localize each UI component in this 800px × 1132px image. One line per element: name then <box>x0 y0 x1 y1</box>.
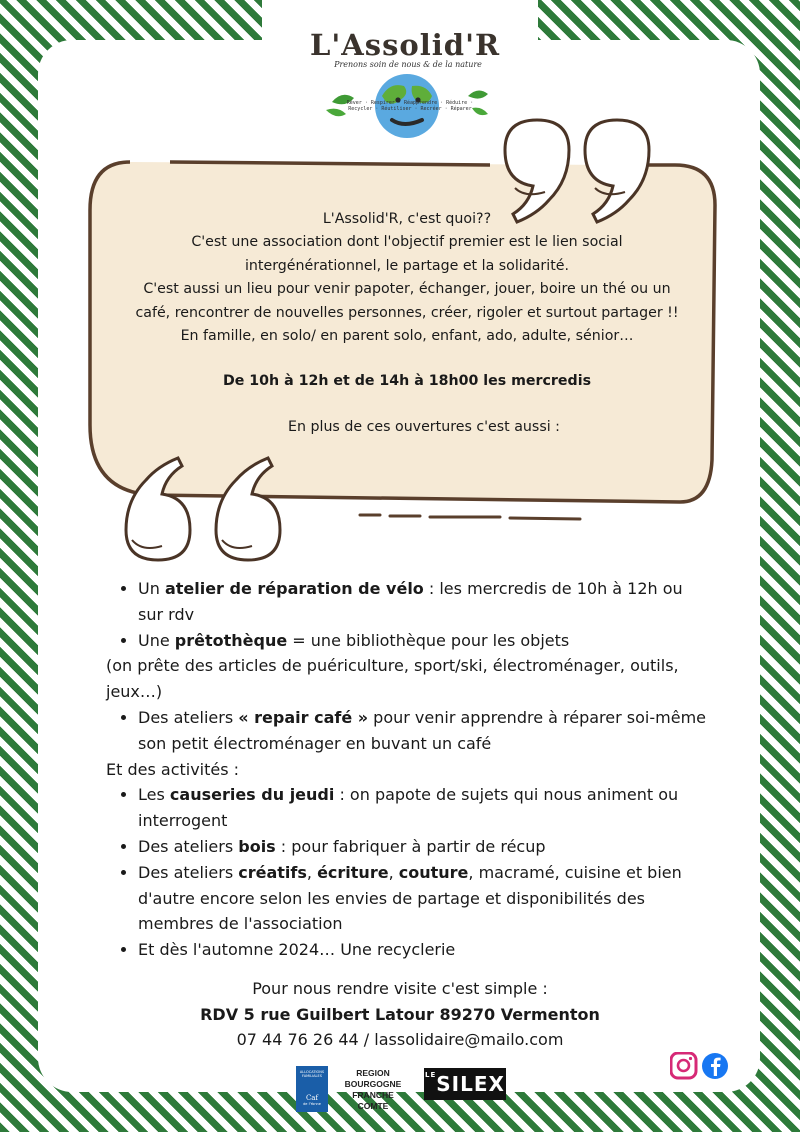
list-item-bois: • Des ateliers bois : pour fabriquer à partir de récup <box>138 834 706 860</box>
silex-logo: $^{LE}$SILEX <box>424 1068 506 1100</box>
list-item-causeries: • Les causeries du jeudi : on papote de sujets qui nous animent ou interrogent <box>138 782 706 834</box>
bubble-text <box>128 208 686 439</box>
bubble-question: L'Assolid'R, c'est quoi?? <box>322 211 492 227</box>
logo-ring-text: Rêver · Respirer · Réapprendre · Réduire · Recycler · Réutiliser · Recréer · Réparer <box>346 100 474 112</box>
logo-tagline: Prenons soin de nous & de la nature <box>334 60 482 69</box>
list-item-repair-cafe: • Des ateliers « repair café » pour venir apprendre à réparer soi-même son petit électroménager en buvant un café <box>138 705 706 757</box>
contact-intro: Pour nous rendre visite c'est simple : <box>252 979 548 998</box>
contact-phone-email[interactable]: 07 44 76 26 44 / lassolidaire@mailo.com <box>236 1030 564 1050</box>
contact-address: RDV 5 rue Guilbert Latour 89270 Vermenton <box>200 1004 600 1024</box>
region-logo: REGION BOURGOGNE FRANCHE COMTE <box>344 1068 402 1111</box>
facebook-icon[interactable] <box>702 1053 728 1079</box>
loan-note: (on prête des articles de puériculture, sport/ski, électroménager, outils, jeux…) <box>106 656 679 702</box>
list-item-recyclerie: • Et dès l'automne 2024… Une recyclerie <box>138 937 706 963</box>
list-item-creatifs: • Des ateliers créatifs, écriture, couture, macramé, cuisine et bien d'autre encore selon les envies de partage et disponibilités des membres de l'association <box>138 860 706 937</box>
bubble-extra: En plus de ces ouvertures c'est aussi : <box>288 418 560 435</box>
activities-heading: Et des activités : <box>106 759 240 779</box>
list-item-velo: • Un atelier de réparation de vélo : les mercredis de 10h à 12h ou sur rdv <box>138 576 706 628</box>
logo-title: L'Assolid'R <box>310 28 501 62</box>
caf-logo: ALLOCATIONS FAMILIALES Caf de l'Yonne <box>296 1066 328 1112</box>
bubble-place: C'est aussi un lieu pour venir papoter, échanger, jouer, boire un thé ou un café, rencontrer de nouvelles personnes, créer, rigoler et surtout partager !! <box>135 281 679 321</box>
bubble-audience: En famille, en solo/ en parent solo, enfant, ado, adulte, sénior… <box>180 328 634 345</box>
opening-hours: De 10h à 12h et de 14h à 18h00 les mercredis <box>222 373 592 390</box>
social-links <box>670 1052 730 1080</box>
instagram-icon[interactable] <box>671 1053 696 1078</box>
contact-section <box>100 976 700 1053</box>
services-section <box>106 576 706 963</box>
list-item-pretotheque: • Une prêtothèque = une bibliothèque pour les objets <box>138 628 706 654</box>
bubble-purpose: C'est une association dont l'objectif premier est le lien social intergénérationnel, le partage et la solidarité. <box>191 234 623 274</box>
